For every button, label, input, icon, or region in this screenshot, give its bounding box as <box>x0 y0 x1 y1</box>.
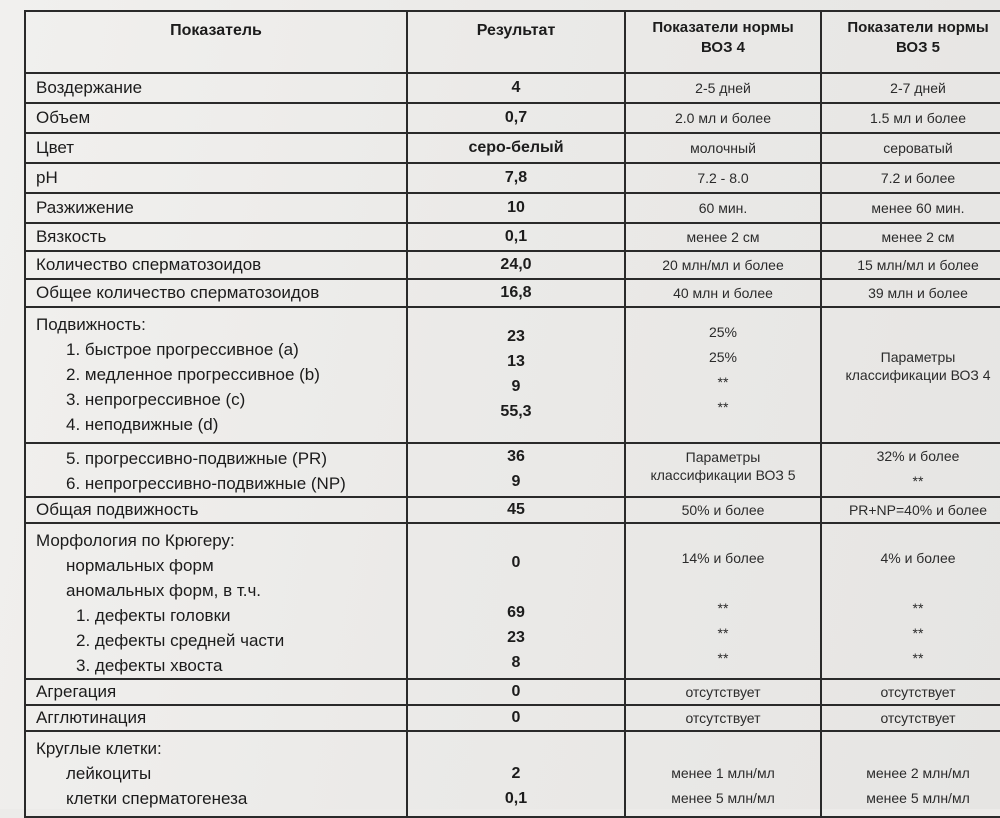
morphology-abnormal-who4 <box>632 571 814 596</box>
aggregation-result: 0 <box>407 679 625 705</box>
defect-head-who5: ** <box>912 600 924 616</box>
motility-d-result: 55,3 <box>500 403 532 420</box>
morphology-normal-who5: 4% и более <box>880 550 956 566</box>
morphology-names <box>25 523 407 679</box>
motility-d-who4: ** <box>717 399 729 415</box>
defect-head-name: 1. дефекты головки <box>76 606 231 625</box>
defect-head-who4: ** <box>717 600 729 616</box>
row-round-cells <box>25 731 1000 817</box>
count-who4: 20 млн/мл и более <box>625 251 821 279</box>
motility-b-who4: 25% <box>708 349 738 365</box>
header-who5-line2: ВОЗ 5 <box>895 39 941 56</box>
total-motility-who5: PR+NP=40% и более <box>821 497 1000 523</box>
motility-a-name: 1. быстрое прогрессивное (a) <box>66 340 299 359</box>
spermatogenesis-result: 0,1 <box>504 790 528 807</box>
agglutination-who4: отсутствует <box>625 705 821 731</box>
total-count-who4: 40 млн и более <box>625 279 821 307</box>
abstinence-result: 4 <box>407 73 625 103</box>
row-agglutination <box>25 705 1000 731</box>
header-who5 <box>821 11 1000 73</box>
spermatogenesis-who5: менее 5 млн/мл <box>866 790 970 806</box>
header-result: Результат <box>407 11 625 73</box>
defect-midpiece-who5: ** <box>912 625 924 641</box>
motility-d-name: 4. неподвижные (d) <box>66 415 219 434</box>
header-indicator: Показатель <box>25 11 407 73</box>
motility-who4 <box>625 307 821 443</box>
motility-who5-note-line2: классификации ВОЗ 4 <box>845 367 991 383</box>
row-motility <box>25 307 1000 443</box>
total-count-result: 16,8 <box>407 279 625 307</box>
motility-a-who4: 25% <box>708 324 738 340</box>
motility-c-who4: ** <box>717 374 729 390</box>
row-total-count <box>25 279 1000 307</box>
volume-name: Объем <box>25 103 407 133</box>
round-cells-results <box>407 731 625 817</box>
viscosity-result: 0,1 <box>407 223 625 251</box>
header-who4-line1: Показатели нормы <box>652 19 794 36</box>
motility-b-result: 13 <box>507 353 525 370</box>
row-liquefaction <box>25 193 1000 223</box>
liquefaction-result: 10 <box>407 193 625 223</box>
morphology-abnormal-who5 <box>828 571 1000 596</box>
abstinence-who4: 2-5 дней <box>625 73 821 103</box>
aggregation-who4: отсутствует <box>625 679 821 705</box>
pr-np-who4-note-line2: классификации ВОЗ 5 <box>650 467 796 483</box>
ph-who5: 7.2 и более <box>821 163 1000 193</box>
round-cells-names <box>25 731 407 817</box>
ph-name: pH <box>25 163 407 193</box>
defect-tail-who5: ** <box>912 650 924 666</box>
ph-result: 7,8 <box>407 163 625 193</box>
leukocytes-who4: менее 1 млн/мл <box>671 765 775 781</box>
pr-result: 36 <box>507 448 525 465</box>
pr-np-who4-note <box>625 443 821 497</box>
leukocytes-name: лейкоциты <box>66 764 152 783</box>
leukocytes-who5: менее 2 млн/мл <box>866 765 970 781</box>
aggregation-who5: отсутствует <box>821 679 1000 705</box>
motility-results <box>407 307 625 443</box>
pr-np-who5 <box>821 443 1000 497</box>
np-result: 9 <box>511 473 521 490</box>
leukocytes-result: 2 <box>511 765 521 782</box>
np-name: 6. непрогрессивно-подвижные (NP) <box>66 474 346 493</box>
morphology-normal-who4: 14% и более <box>681 550 765 566</box>
motility-title: Подвижность: <box>36 315 146 334</box>
defect-head-result: 69 <box>507 604 525 621</box>
pr-name: 5. прогрессивно-подвижные (PR) <box>66 449 327 468</box>
total-count-name: Общее количество сперматозоидов <box>25 279 407 307</box>
header-who4 <box>625 11 821 73</box>
morphology-title: Морфология по Крюгеру: <box>36 531 235 550</box>
viscosity-who5: менее 2 см <box>821 223 1000 251</box>
agglutination-name: Агглютинация <box>25 705 407 731</box>
motility-who5-note-line1: Параметры <box>880 349 956 365</box>
morphology-results <box>407 523 625 679</box>
header-who4-line2: ВОЗ 4 <box>700 39 746 56</box>
round-cells-who4 <box>625 731 821 817</box>
round-cells-who5 <box>821 731 1000 817</box>
row-aggregation <box>25 679 1000 705</box>
pr-np-who4-note-line1: Параметры <box>685 449 761 465</box>
aggregation-name: Агрегация <box>25 679 407 705</box>
defect-tail-who4: ** <box>717 650 729 666</box>
count-who5: 15 млн/мл и более <box>821 251 1000 279</box>
volume-who4: 2.0 мл и более <box>625 103 821 133</box>
motility-who5-note <box>821 307 1000 443</box>
spermatogenesis-who4: менее 5 млн/мл <box>671 790 775 806</box>
viscosity-name: Вязкость <box>25 223 407 251</box>
morphology-normal-name: нормальных форм <box>66 556 214 575</box>
np-who5: ** <box>912 473 924 489</box>
liquefaction-name: Разжижение <box>25 193 407 223</box>
defect-tail-result: 8 <box>511 654 521 671</box>
color-who5: сероватый <box>821 133 1000 163</box>
total-motility-name: Общая подвижность <box>25 497 407 523</box>
row-viscosity <box>25 223 1000 251</box>
pr-np-results <box>407 443 625 497</box>
defect-midpiece-name: 2. дефекты средней части <box>76 631 285 650</box>
ph-who4: 7.2 - 8.0 <box>625 163 821 193</box>
morphology-who5 <box>821 523 1000 679</box>
volume-result: 0,7 <box>407 103 625 133</box>
pr-np-names <box>25 443 407 497</box>
viscosity-who4: менее 2 см <box>625 223 821 251</box>
motility-a-result: 23 <box>507 328 525 345</box>
motility-b-name: 2. медленное прогрессивное (b) <box>66 365 320 384</box>
defect-tail-name: 3. дефекты хвоста <box>76 656 223 675</box>
round-cells-title: Круглые клетки: <box>36 739 162 758</box>
row-total-motility <box>25 497 1000 523</box>
pr-who5: 32% и более <box>876 448 960 464</box>
agglutination-result: 0 <box>407 705 625 731</box>
liquefaction-who4: 60 мин. <box>625 193 821 223</box>
agglutination-who5: отсутствует <box>821 705 1000 731</box>
row-ph <box>25 163 1000 193</box>
defect-midpiece-who4: ** <box>717 625 729 641</box>
defect-midpiece-result: 23 <box>507 629 525 646</box>
count-result: 24,0 <box>407 251 625 279</box>
header-who5-line1: Показатели нормы <box>847 19 989 36</box>
motility-c-result: 9 <box>511 378 521 395</box>
row-abstinence <box>25 73 1000 103</box>
row-morphology <box>25 523 1000 679</box>
color-result: серо-белый <box>407 133 625 163</box>
motility-c-name: 3. непрогрессивное (c) <box>66 390 246 409</box>
spermatogenesis-name: клетки сперматогенеза <box>66 789 248 808</box>
header-row <box>25 11 1000 73</box>
count-name: Количество сперматозоидов <box>25 251 407 279</box>
morphology-who4 <box>625 523 821 679</box>
morphology-abnormal-name: аномальных форм, в т.ч. <box>66 581 262 600</box>
morphology-normal-result: 0 <box>511 554 521 571</box>
row-volume <box>25 103 1000 133</box>
total-count-who5: 39 млн и более <box>821 279 1000 307</box>
row-color <box>25 133 1000 163</box>
morphology-abnormal-result <box>414 575 618 600</box>
abstinence-name: Воздержание <box>25 73 407 103</box>
volume-who5: 1.5 мл и более <box>821 103 1000 133</box>
color-name: Цвет <box>25 133 407 163</box>
abstinence-who5: 2-7 дней <box>821 73 1000 103</box>
row-count <box>25 251 1000 279</box>
row-pr-np <box>25 443 1000 497</box>
liquefaction-who5: менее 60 мин. <box>821 193 1000 223</box>
motility-names <box>25 307 407 443</box>
color-who4: молочный <box>625 133 821 163</box>
total-motility-who4: 50% и более <box>625 497 821 523</box>
semen-analysis-table <box>24 10 1000 818</box>
total-motility-result: 45 <box>407 497 625 523</box>
